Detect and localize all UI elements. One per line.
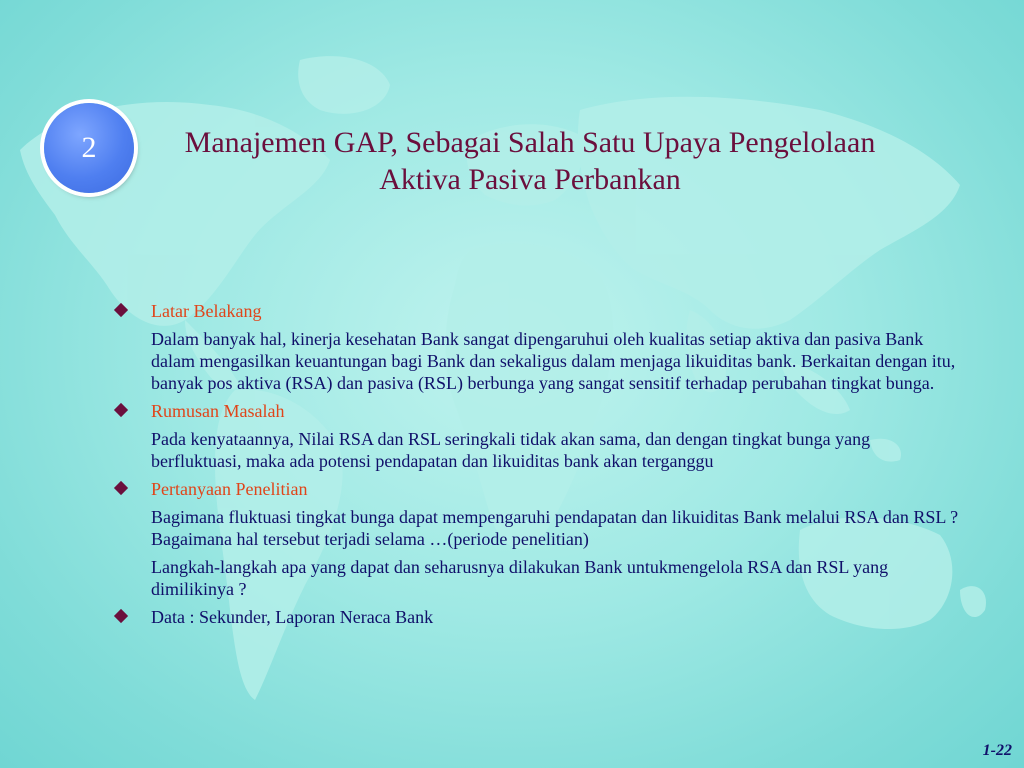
bullet-heading: Data : Sekunder, Laporan Neraca Bank [151, 607, 434, 627]
bullet-item-pertanyaan-penelitian [110, 478, 960, 600]
bullet-heading: Latar Belakang [151, 301, 262, 321]
title-line-2: Aktiva Pasiva Perbankan [379, 163, 681, 196]
diamond-bullet-icon [114, 609, 128, 623]
bullet-item-rumusan-masalah [110, 400, 960, 472]
bullet-item-latar-belakang [110, 300, 960, 394]
title-line-1: Manajemen GAP, Sebagai Salah Satu Upaya Pengelolaan [184, 126, 876, 159]
diamond-bullet-icon [114, 403, 128, 417]
bullet-heading: Rumusan Masalah [151, 401, 285, 421]
slide-number: 2 [81, 131, 97, 164]
page-number: 1-22 [982, 742, 1012, 759]
diamond-bullet-icon [114, 481, 128, 495]
slide-title [130, 124, 930, 198]
bullet-list [110, 300, 960, 628]
bullet-item-data [110, 606, 960, 628]
slide-number-badge [44, 103, 134, 193]
bullet-paragraph: Langkah-langkah apa yang dapat dan seharusnya dilakukan Bank untukmengelola RSA dan RSL yang dimilikinya ? [151, 557, 889, 599]
bullet-paragraph: Pada kenyataannya, Nilai RSA dan RSL seringkali tidak akan sama, dan dengan tingkat bunga yang berfluktuasi, maka ada potensi pendapatan dan likuiditas bank akan terganggu [151, 429, 871, 471]
bullet-paragraph: Bagimana fluktuasi tingkat bunga dapat mempengaruhi pendapatan dan likuiditas Bank melalui RSA dan RSL ? Bagaimana hal tersebut terjadi selama …(periode penelitian) [151, 507, 959, 549]
bullet-heading: Pertanyaan Penelitian [151, 479, 308, 499]
bullet-paragraph: Dalam banyak hal, kinerja kesehatan Bank sangat dipengaruhui oleh kualitas setiap aktiva dan pasiva Bank dalam mengasilkan keuantungan bagi Bank dan sekaligus dalam menjaga likuiditas bank. Berkaitan dengan itu, banyak pos aktiva (RSA) dan pasiva (RSL) berbunga yang sangat sensitif terhadap perubahan tingkat bunga. [151, 329, 956, 393]
diamond-bullet-icon [114, 303, 128, 317]
